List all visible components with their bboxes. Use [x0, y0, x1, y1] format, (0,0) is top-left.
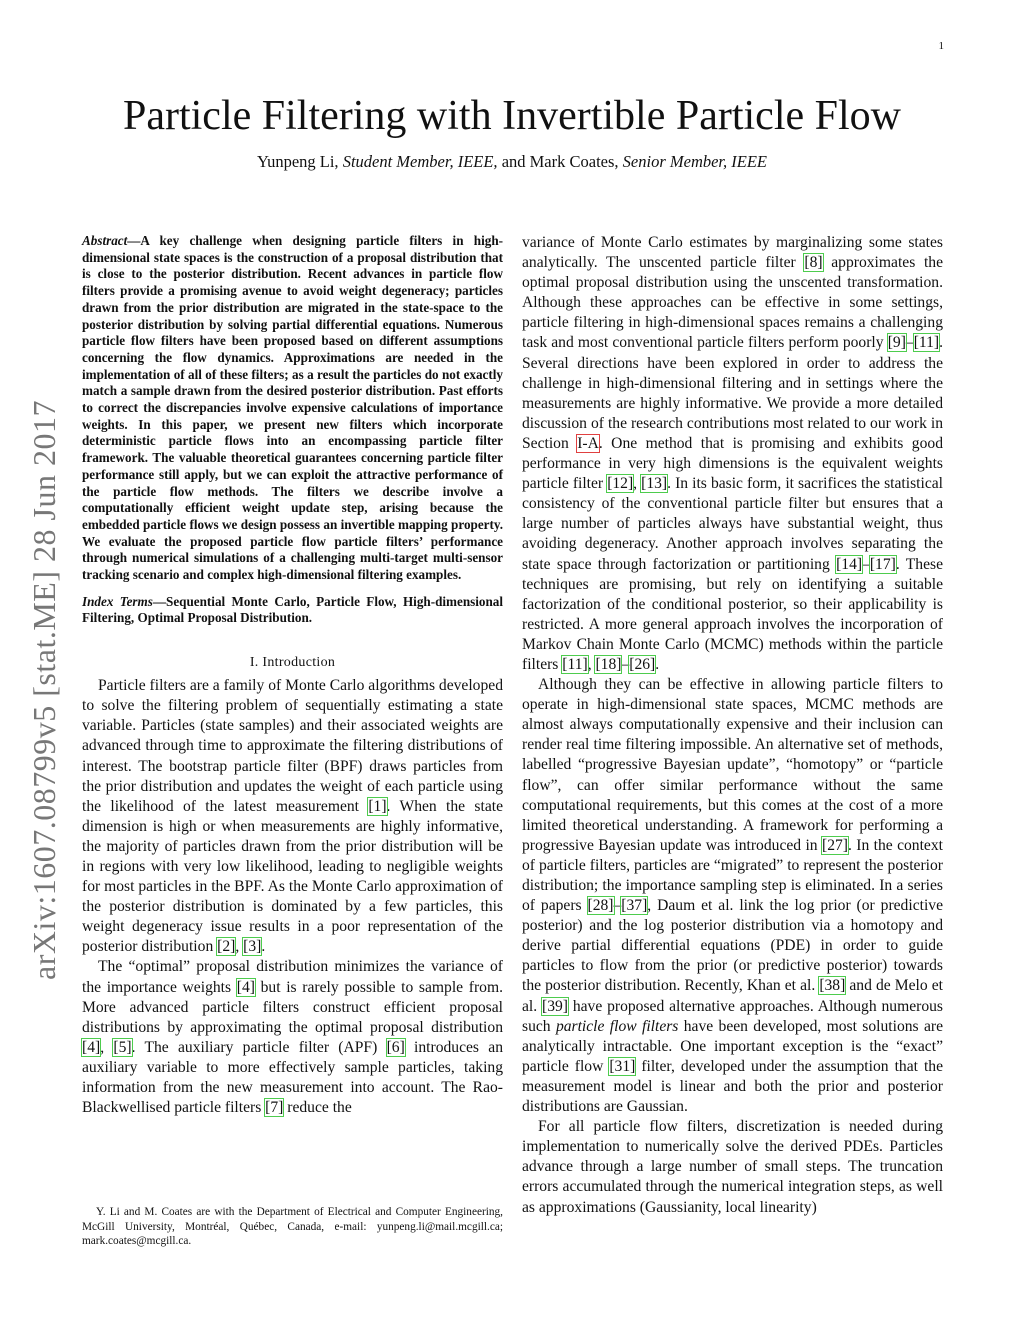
citation-link[interactable]: [11] — [913, 334, 940, 352]
right-column — [522, 233, 943, 1218]
text-run: . The auxiliary particle filter (APF) — [131, 1038, 387, 1056]
citation-link[interactable]: [38] — [819, 977, 846, 995]
text-run-italic: particle flow filters — [555, 1017, 679, 1035]
paper-title: Particle Filtering with Invertible Particle Flow — [122, 93, 901, 139]
citation-link[interactable]: [9] — [887, 334, 906, 352]
text-run: . In the context of particle filters, particles are “migrated” to represent the posterior distribution; the importance sampling step is eliminated. In a series of papers — [522, 836, 943, 915]
text-run: have proposed alternative approaches. Although numerous such — [522, 997, 943, 1035]
intro-paragraph-2 — [82, 957, 503, 1118]
text-run: The “optimal” proposal distribution minimizes the variance of the importance weights — [82, 958, 503, 996]
citation-link[interactable]: [1] — [368, 797, 387, 815]
citation-link[interactable]: [7] — [265, 1099, 284, 1117]
section-heading-introduction: I. Introduction — [249, 655, 336, 671]
right-paragraph-2 — [522, 675, 943, 1117]
text-run: , — [235, 938, 244, 956]
author-1-role: Student Member, IEEE, — [342, 152, 498, 171]
text-run: filter, developed under the assumption that the measurement model is linear and both the prior and posterior distributions are Gaussian. — [522, 1057, 943, 1116]
index-terms-lead: Index Terms — [82, 593, 153, 609]
intro-body — [82, 676, 503, 1118]
right-paragraph-1 — [522, 233, 943, 675]
text-run: , — [633, 475, 642, 493]
index-terms-text: —Sequential Monte Carlo, Particle Flow, High-dimensional Filtering, Optimal Proposal Distribution. — [82, 593, 503, 626]
abstract-lead: Abstract — [82, 233, 128, 248]
text-run: have been developed, most solutions are analytically intractable. One important exception is the “exact” particle flow — [522, 1017, 943, 1075]
right-paragraph-3: For all particle flow filters, discretization is needed during implementation to numerically solve the derived PDEs. Particles advance through a large number of small steps. The truncation errors accumulated through the numerical integration steps, as well as approximations (Gaussianity, local linearity) — [522, 1118, 943, 1216]
abstract — [82, 233, 503, 584]
citation-link[interactable]: [11] — [562, 655, 588, 673]
citation-link[interactable]: [18] — [595, 655, 622, 673]
intro-paragraph-1 — [82, 676, 503, 957]
footnote: Y. Li and M. Coates are with the Department of Electrical and Computer Engineering, McGill University, Montréal, Québec, Canada, e-mail: yunpeng.li@mail.mcgill.ca; mark.coates@mcgill.ca. — [82, 1206, 503, 1247]
text-run: . — [655, 655, 660, 673]
text-run: variance of Monte Carlo estimates by marginalizing some states analytically. The unscented particle filter — [522, 234, 943, 272]
text-run: approximates the optimal proposal distribution using the unscented transformation. Although these approaches can be effective in some settings, particle filtering in high-dimensional spaces remains a challenging task and most conventional particle filters perform poorly — [522, 254, 943, 352]
section-link[interactable]: I-A — [577, 434, 599, 452]
text-run: . — [261, 938, 266, 956]
text-run: and de Melo et al. — [522, 977, 943, 1015]
text-run: , — [587, 655, 596, 673]
citation-link[interactable]: [14] — [836, 555, 863, 573]
abstract-text: —A key challenge when designing particle filters in high-dimensional state spaces is the construction of a proposal distribution that is close to the posterior distribution. Recent advances in particle flow filters provide a promising avenue to avoid weight degeneracy; particles drawn from the prior distribution are migrated in the state-space to the posterior distribution by solving partial differential equations. Numerous particle flow filters have been proposed based on different assumptions concerning the flow dynamics. Approximations are needed in the implementation of all of these filters; as a result the particles do not exactly match a sample drawn from the desired posterior distribution. Past efforts to correct the discrepancies involve expensive calculations of importance weights. In this paper, we present new filters which incorporate deterministic particle flows into an encompassing particle filter framework. The valuable theoretical guarantees concerning particle filter performance still apply, but we can exploit the attractive performance of the particle flow methods. The filters we describe involve a computationally efficient weight update step, arising because the embedded particle flows we design possess an invertible mapping property. We evaluate the proposed particle flow particle filters’ performance through numerical simulations of a challenging multi-target multi-sensor tracking scenario and complex high-dimensional filtering examples. — [82, 233, 503, 583]
citation-link[interactable]: [27] — [822, 836, 848, 854]
text-run: – — [621, 655, 630, 673]
text-run: . These techniques are promising, but rely on identifying a suitable factorization of the conditional posterior, so their applicability is restricted. A more general approach involves the incorporation of Markov Chain Monte Carlo (MCMC) methods within the particle filters — [522, 555, 943, 673]
page-number: 1 — [938, 40, 944, 52]
citation-link[interactable]: [4] — [82, 1038, 101, 1056]
text-run: Although they can be effective in allowing particle filters to operate in high-dimensional state spaces, MCMC methods are almost always computationally expensive and their inclusion can render real time filtering impossible. An alternative set of methods, labelled “progressive Bayesian update”, “homotopy” or “particle flow”, can offer similar performance without the same computational requirements, but this comes at the cost of a more limited theoretical understanding. A framework for performing a progressive Bayesian update was introduced in — [522, 676, 943, 854]
index-terms — [82, 594, 503, 627]
text-run: – — [613, 897, 622, 915]
arxiv-stamp: arXiv:1607.08799v5 [stat.ME] 28 Jun 2017 — [26, 400, 62, 980]
citation-link[interactable]: [28] — [587, 897, 614, 915]
citation-link[interactable]: [31] — [609, 1057, 636, 1075]
text-run: . Several directions have been explored in order to address the challenge in high-dimensional filtering and in settings where the measurements are highly informative. We provide a more detailed discussion of the research contributions most related to our work in Section — [522, 334, 943, 452]
text-run: introduces an auxiliary variable to more effectively sample particles, taking information from the new measurement into account. The Rao-Blackwellised particle filters — [82, 1038, 503, 1117]
authors — [0, 152, 1024, 172]
citation-link[interactable]: [17] — [869, 555, 896, 573]
citation-link[interactable]: [13] — [641, 475, 668, 493]
citation-link[interactable]: [6] — [386, 1038, 405, 1056]
text-run: . When the state dimension is high or when measurements are highly informative, the majority of particles drawn from the prior distribution will be in regions with very low likelihood, leading to negligible weights for most particles in the BPF. As the Monte Carlo approximation of the posterior distribution is dominated by a few particles, this weight degeneracy issue results in a poor representation of the posterior distribution — [82, 797, 503, 956]
citation-link[interactable]: [39] — [542, 997, 568, 1015]
text-run: , — [100, 1038, 114, 1056]
citation-link[interactable]: [8] — [804, 254, 823, 272]
citation-link[interactable]: [12] — [607, 475, 634, 493]
author-2: and Mark Coates, — [501, 152, 619, 171]
text-run: . One method that is promising and exhibits good performance in very high dimensions is the equivalent weights particle filter — [522, 434, 943, 493]
citation-link[interactable]: [5] — [113, 1038, 132, 1056]
author-1: Yunpeng Li, — [256, 152, 339, 171]
text-run: . In its basic form, it sacrifices the statistical consistency of the conventional particle filter but ensures that a large number of particles always have substantial weight, thus avoiding degeneracy. Another approach involves separating the state space through factorization or partitioning — [522, 475, 943, 573]
citation-link[interactable]: [26] — [629, 655, 656, 673]
left-column — [82, 233, 503, 1118]
author-2-role: Senior Member, IEEE — [622, 152, 768, 171]
text-run: , Daum et al. link the log prior (or predictive posterior) and the log posterior distribution via a homotopy and derive partial differential equations (PDE) in order to guide particles to flow from the prior (or predictive posterior) towards the posterior distribution. Recently, Khan et al. — [522, 897, 943, 995]
citation-link[interactable]: [4] — [236, 978, 255, 996]
text-run: – — [862, 555, 870, 573]
text-run: reduce the — [283, 1099, 352, 1117]
citation-link[interactable]: [2] — [217, 938, 236, 956]
text-run: but is rarely possible to sample from. More advanced particle filters construct efficient proposal distributions by approximating the optimal proposal distribution — [82, 978, 503, 1036]
text-run: Particle filters are a family of Monte Carlo algorithms developed to solve the filtering problem of sequentially estimating a state variable. Particles (state samples) and their associated weights are advanced through time to approximate the filtering distributions of interest. The bootstrap particle filter (BPF) draws particles from the prior distribution and updates the weight of each particle using the likelihood of the latest measurement — [82, 677, 503, 815]
citation-link[interactable]: [3] — [243, 938, 262, 956]
text-run: – — [905, 334, 914, 352]
citation-link[interactable]: [37] — [621, 897, 648, 915]
